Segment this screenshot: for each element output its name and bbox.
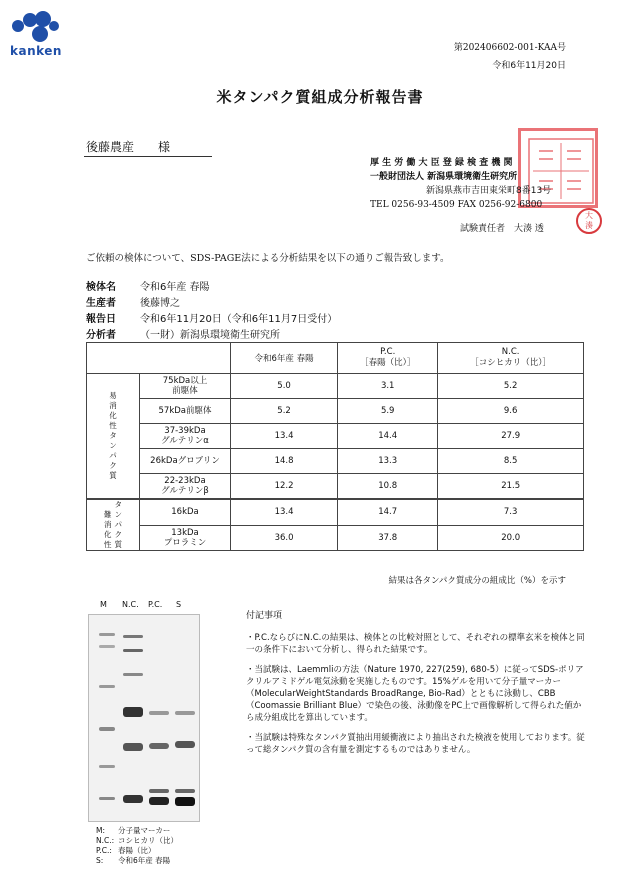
value-sample: 14.8: [231, 449, 338, 474]
legend-value: 令和6年産 春陽: [118, 856, 171, 865]
legend-key: N.C.:: [96, 836, 115, 845]
gel-band: [149, 711, 169, 715]
table-corner-cell: [87, 343, 231, 374]
category-label: タンパク質: [114, 500, 122, 549]
category-label: 難消化性: [104, 510, 112, 549]
document-number: 第202406602-001-KAA号: [453, 43, 566, 53]
gel-band: [99, 633, 115, 636]
value-pc: 13.3: [338, 449, 438, 474]
meta-value: （一財）新潟県環境衛生研究所: [140, 330, 280, 341]
gel-band: [99, 685, 115, 688]
page-title: 米タンパク質組成分析報告書: [216, 88, 424, 106]
gel-band: [149, 789, 169, 793]
value-nc: 27.9: [438, 424, 584, 449]
value-pc: 3.1: [338, 374, 438, 399]
gel-band: [175, 711, 195, 715]
component-name: 26kDaグロブリン: [140, 449, 231, 474]
legend-item: [96, 826, 178, 836]
note-item: ・当試験は特殊なタンパク質抽出用緩衝液により抽出された検液を使用しております。従って総タンパク質の含有量を測定するものではありません。: [246, 733, 585, 755]
meta-label: 生産者: [86, 298, 116, 309]
gel-band: [123, 649, 143, 652]
lab-info: [370, 156, 551, 212]
personal-seal-stamp: 大 湊: [576, 208, 602, 234]
lab-registration: 厚 生 労 働 大 臣 登 録 検 査 機 関: [370, 158, 513, 168]
legend-value: 分子量マーカー: [118, 826, 171, 835]
meta-label: 検体名: [86, 282, 116, 293]
value-pc: 37.8: [338, 525, 438, 551]
meta-row: [86, 294, 180, 309]
component-name: 57kDa前駆体: [140, 399, 231, 424]
responsible-tester: 試験責任者 大湊 透: [460, 224, 544, 234]
gel-band: [149, 797, 169, 805]
logo-text: kanken: [10, 44, 62, 58]
legend-item: [96, 836, 178, 846]
col-header-nc: N.C. ［コシヒカリ（比）］: [438, 343, 584, 374]
table-row: [87, 374, 584, 399]
gel-band: [99, 727, 115, 731]
gel-band: [149, 743, 169, 749]
value-sample: 13.4: [231, 424, 338, 449]
note-item: ・P.C.ならびにN.C.の結果は、検体との比較対照として、それぞれの標準玄米を検体と同一の条件下において分析し、得られた結果です。: [246, 633, 585, 655]
component-name: 75kDa以上 前駆体: [140, 374, 231, 399]
legend-value: 春陽（比）: [118, 846, 156, 855]
table-row: [87, 499, 584, 525]
value-pc: 14.7: [338, 499, 438, 525]
value-nc: 21.5: [438, 474, 584, 500]
table-header-row: [87, 343, 584, 374]
value-sample: 36.0: [231, 525, 338, 551]
legend-key: M:: [96, 826, 105, 835]
table-row: [87, 525, 584, 551]
value-nc: 20.0: [438, 525, 584, 551]
kanken-logo: [10, 10, 70, 62]
category-label: 易消化性タンパク質: [109, 391, 117, 480]
gel-band: [99, 765, 115, 768]
value-nc: 9.6: [438, 399, 584, 424]
gel-band: [123, 673, 143, 676]
legend-item: [96, 856, 178, 866]
value-sample: 5.2: [231, 399, 338, 424]
col-header-pc: P.C. ［春陽（比）］: [338, 343, 438, 374]
legend-key: S:: [96, 856, 104, 865]
value-pc: 14.4: [338, 424, 438, 449]
lab-org: 一般財団法人 新潟県環境衛生研究所: [370, 172, 518, 182]
category-digestible: [87, 374, 140, 500]
component-name: 13kDa プロラミン: [140, 525, 231, 551]
value-sample: 13.4: [231, 499, 338, 525]
legend-value: コシヒカリ（比）: [118, 836, 178, 845]
lane-label-m: M: [100, 600, 107, 609]
meta-value: 後藤博之: [140, 298, 180, 309]
sds-page-gel-image: [88, 614, 200, 822]
gel-band: [123, 743, 143, 751]
meta-row: [86, 326, 280, 341]
value-pc: 5.9: [338, 399, 438, 424]
meta-value: 令和6年11月20日（令和6年11月7日受付）: [140, 314, 338, 325]
gel-band: [123, 635, 143, 638]
notes-section: [246, 610, 586, 764]
lab-address: 新潟県燕市吉田東栄町8番13号: [426, 186, 552, 196]
lab-tel-fax: TEL 0256-93-4509 FAX 0256-92-6800: [370, 200, 543, 210]
meta-label: 報告日: [86, 314, 116, 325]
col-header-sample: 令和6年産 春陽: [231, 343, 338, 374]
gel-band: [123, 795, 143, 803]
intro-text: ご依頼の検体について、SDS-PAGE法による分析結果を以下の通りご報告致します。: [86, 253, 450, 264]
table-row: [87, 449, 584, 474]
logo-dots-icon: [10, 10, 66, 44]
client-name: 後藤農産 様: [86, 140, 171, 154]
notes-heading: 付記事項: [246, 611, 283, 621]
category-indigestible: [87, 499, 140, 551]
document-date: 令和6年11月20日: [492, 61, 566, 71]
value-nc: 7.3: [438, 499, 584, 525]
gel-band: [99, 797, 115, 800]
client-underline: [84, 156, 212, 157]
value-pc: 10.8: [338, 474, 438, 500]
gel-band: [175, 741, 195, 748]
meta-row: [86, 278, 210, 293]
lane-label-s: S: [176, 600, 182, 609]
meta-value: 令和6年産 春陽: [140, 282, 210, 293]
gel-legend: [96, 826, 178, 866]
component-name: 22-23kDa グルテリンβ: [140, 474, 231, 500]
meta-label: 分析者: [86, 330, 116, 341]
table-row: [87, 474, 584, 500]
gel-band: [175, 789, 195, 793]
results-table: [86, 342, 584, 551]
value-nc: 5.2: [438, 374, 584, 399]
legend-item: [96, 846, 178, 856]
table-row: [87, 424, 584, 449]
value-sample: 5.0: [231, 374, 338, 399]
component-name: 16kDa: [140, 499, 231, 525]
gel-band: [123, 707, 143, 717]
table-row: [87, 399, 584, 424]
gel-band: [175, 797, 195, 806]
note-item: ・当試験は、Laemmliの方法（Nature 1970, 227(259), 680-5）に従ってSDS-ポリアクリルアミドゲル電気泳動を実施したものです。15%ゲルを用いて分子量マーカー（MolecularWeightStandards BroadRange, Bio-Rad）とともに泳動し、CBB（Coomassie Brilliant Blue）で染色の後、泳動像をPC上で画像解析して得られた値から成分組成比を算出しています。: [246, 665, 584, 723]
legend-key: P.C.:: [96, 846, 112, 855]
lane-label-nc: N.C.: [122, 600, 139, 609]
value-nc: 8.5: [438, 449, 584, 474]
gel-band: [99, 645, 115, 648]
component-name: 37-39kDa グルテリンα: [140, 424, 231, 449]
lane-label-pc: P.C.: [148, 600, 163, 609]
meta-row: [86, 310, 337, 325]
table-note: 結果は各タンパク質成分の組成比（%）を示す: [388, 576, 566, 586]
value-sample: 12.2: [231, 474, 338, 500]
